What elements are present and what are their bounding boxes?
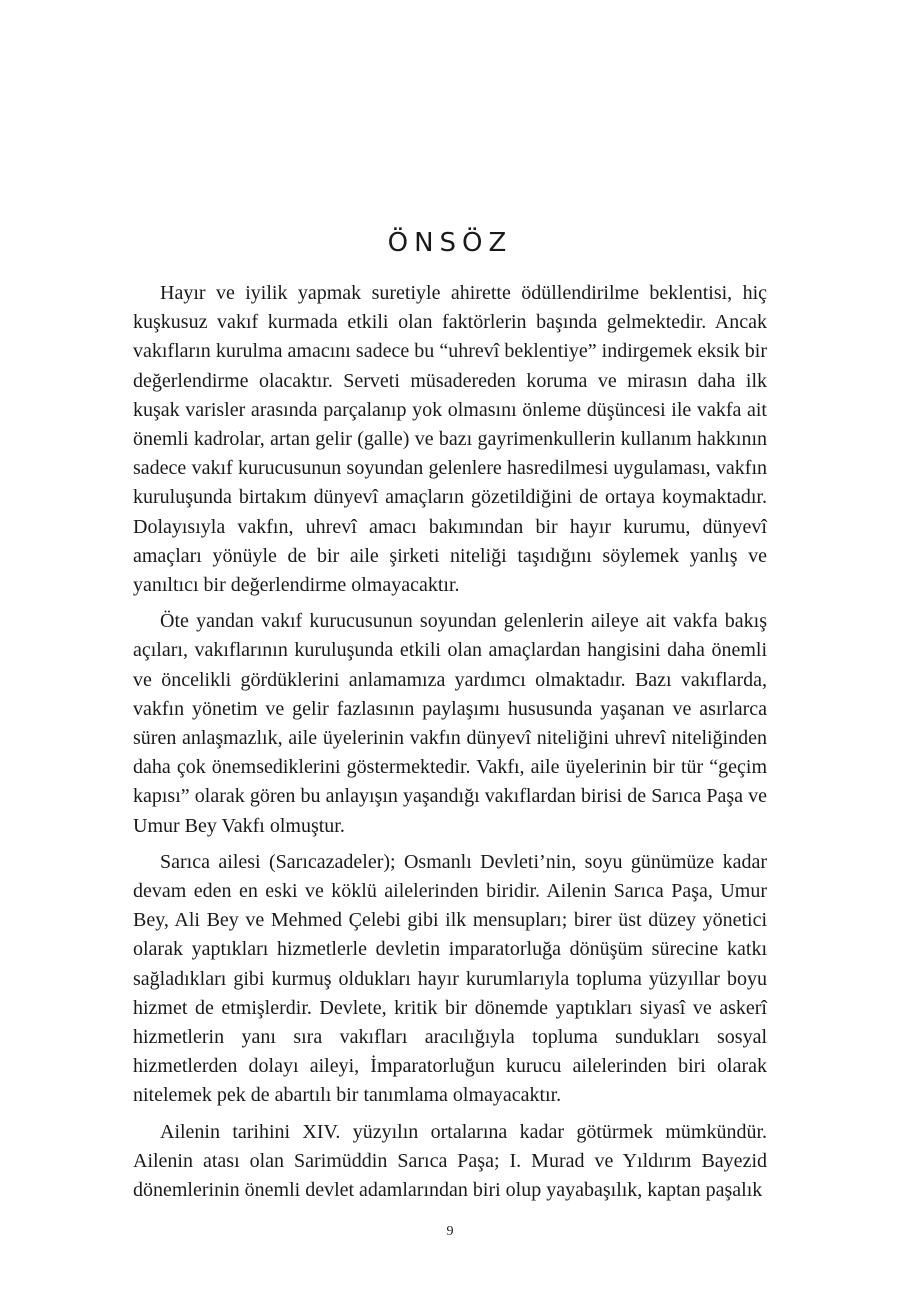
paragraph-4: Ailenin tarihini XIV. yüzyılın ortalarına kadar götürmek mümkündür. Ailenin atası olan Sarimüddin Sarıca Paşa; I. Murad ve Yıldırım Bayezid dönemlerinin önemli devlet adamlarından biri olup yayabaşılık, kaptan paşalık [133,1120,767,1202]
body-text [133,279,767,1212]
paragraph-2: Öte yandan vakıf kurucusunun soyundan gelenlerin aileye ait vakfa bakış açıları, vakıflarının kuruluşunda etkili olan amaçlardan hangisini daha önemli ve öncelikli gördüklerini anlamamıza yardımcı olmaktadır. Bazı vakıflarda, vakfın yönetim ve gelir fazlasının paylaşımı hususunda yaşanan ve asırlarca süren anlaşmazlık, aile üyelerinin vakfın dünyevî niteliğini uhrevî niteliğinden daha çok önemsediklerini göstermektedir. Vakfı, aile üyelerinin bir tür “geçim kapısı” olarak gören bu anlayışın yaşandığı vakıflardan birisi de Sarıca Paşa ve Umur Bey Vakfı olmuştur. [133,610,767,837]
page-number: 9 [446,1224,454,1239]
chapter-heading: ÖNSÖZ [387,228,513,258]
paragraph-1: Hayır ve iyilik yapmak suretiyle ahirette ödüllendirilme beklentisi, hiç kuşkusuz vakıf kurmada etkili olan faktörlerin başında gelmektedir. Ancak vakıfların kurulma amacını sadece bu “uhrevî beklentiye” indirgemek eksik bir değerlendirme olacaktır. Serveti müsadereden koruma ve mirasın daha ilk kuşak varisler arasında parçalanıp yok olmasını önleme düşüncesi ile vakfa ait önemli kadrolar, artan gelir (galle) ve bazı gayrimenkullerin kullanım hakkının sadece vakıf kurucusunun soyundan gelenlere hasredilmesi uygulaması, vakfın kuruluşunda birtakım dünyevî amaçların gözetildiğini de ortaya koymaktadır. Dolayısıyla vakfın, uhrevî amacı bakımından bir hayır kurumu, dünyevî amaçları yönüyle de bir aile şirketi niteliği taşıdığını söylemek yanlış ve yanıltıcı bir değerlendirme olmayacaktır. [133,282,767,597]
paragraph-3: Sarıca ailesi (Sarıcazadeler); Osmanlı Devleti’nin, soyu günümüze kadar devam eden en eski ve köklü ailelerinden biridir. Ailenin Sarıca Paşa, Umur Bey, Ali Bey ve Mehmed Çelebi gibi ilk mensupları; birer üst düzey yönetici olarak yaptıkları hizmetlerle devletin imparatorluğa dönüşüm sürecine katkı sağladıkları gibi kurmuş oldukları hayır kurumlarıyla topluma yüzyıllar boyu hizmet de etmişlerdir. Devlete, kritik bir dönemde yaptıkları siyasî ve askerî hizmetlerin yanı sıra vakıfları aracılığıyla topluma sundukları sosyal hizmetlerden dolayı aileyi, İmparatorluğun kurucu ailelerinden biri olarak nitelemek pek de abartılı bir tanımlama olmayacaktır. [133,850,767,1107]
